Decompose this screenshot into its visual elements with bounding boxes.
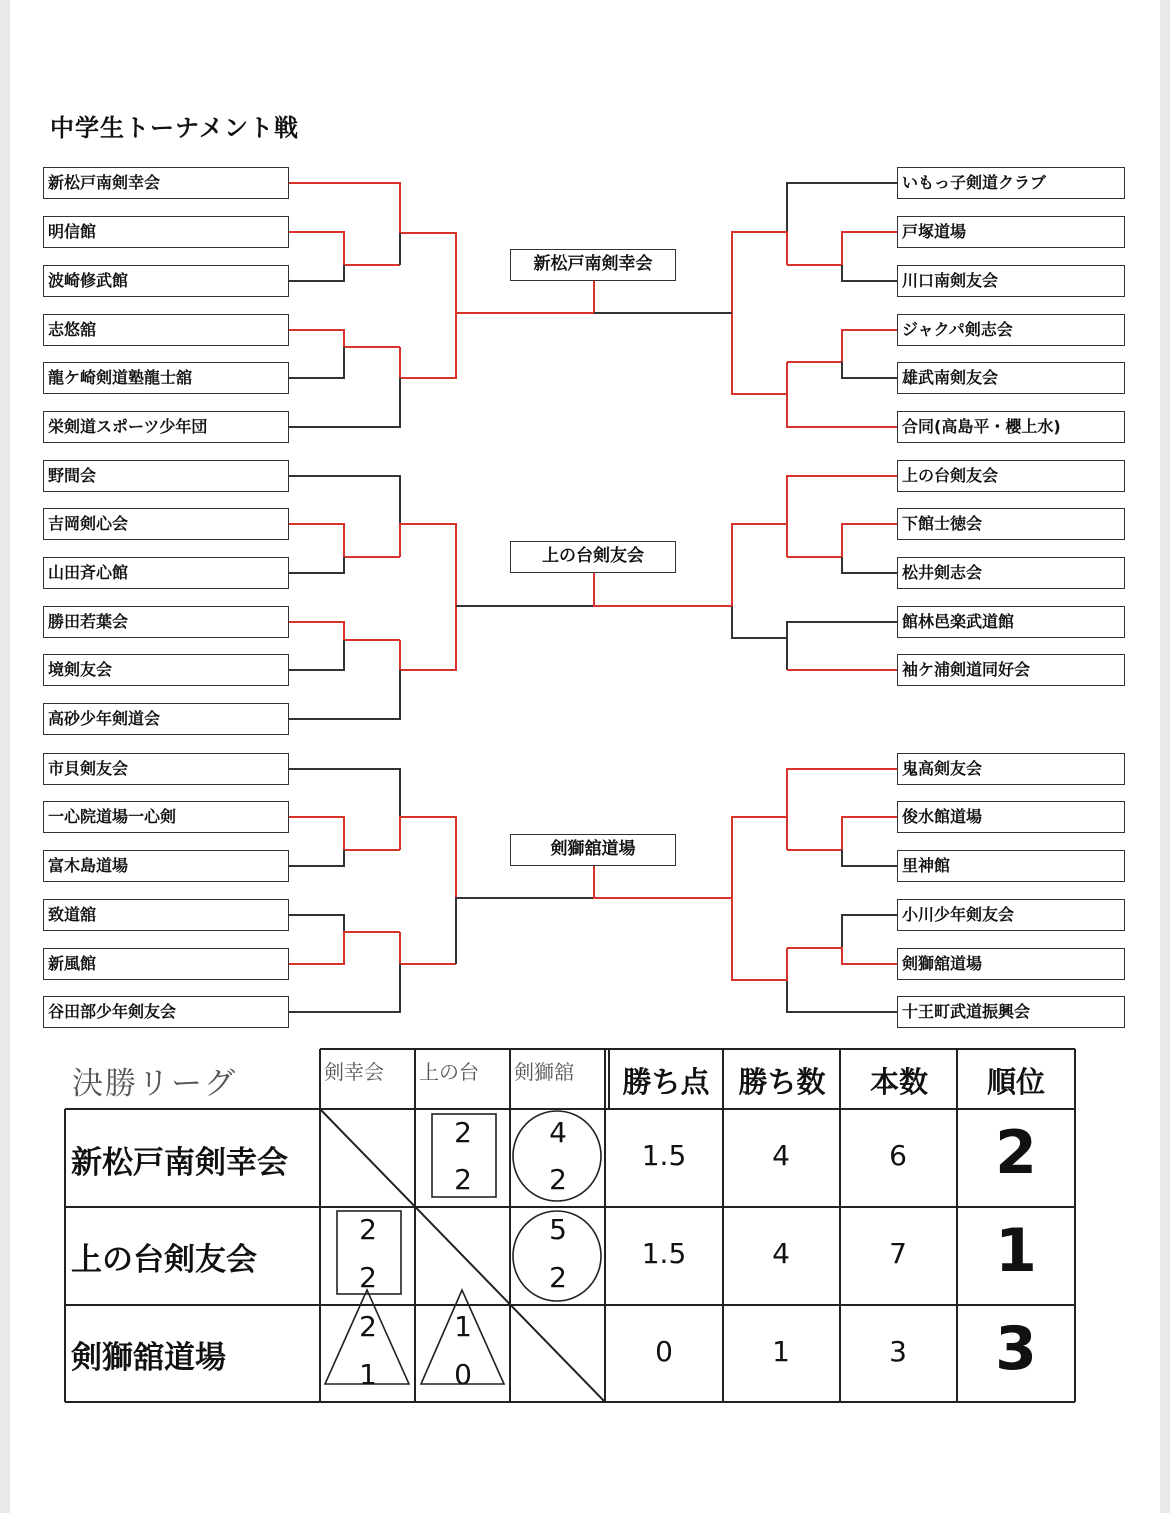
team-box-right: 鬼高剣友会 bbox=[897, 753, 1125, 785]
team-box-right: 松井剣志会 bbox=[897, 557, 1125, 589]
wins-cell: 1 bbox=[772, 1335, 790, 1368]
league-team-name: 上の台剣友会 bbox=[71, 1242, 257, 1278]
team-box-left: 波崎修武館 bbox=[43, 265, 289, 297]
rank-cell: 1 bbox=[995, 1216, 1037, 1286]
team-box-left: 志悠舘 bbox=[43, 314, 289, 346]
match-score-bottom: 2 bbox=[549, 1163, 567, 1196]
team-box-right: 館林邑楽武道館 bbox=[897, 606, 1125, 638]
team-box-left: 新松戸南剣幸会 bbox=[43, 167, 289, 199]
team-box-right: 雄武南剣友会 bbox=[897, 362, 1125, 394]
team-box-right: ジャクパ剣志会 bbox=[897, 314, 1125, 346]
team-box-right: 剣獅舘道場 bbox=[897, 948, 1125, 980]
column-header: 勝ち数 bbox=[738, 1065, 826, 1099]
wins-cell: 4 bbox=[772, 1139, 790, 1172]
column-header: 勝ち点 bbox=[622, 1065, 710, 1099]
block-winner-box: 上の台剣友会 bbox=[510, 541, 676, 573]
team-box-right: 下館士徳会 bbox=[897, 508, 1125, 540]
league-team-name: 新松戸南剣幸会 bbox=[71, 1145, 288, 1181]
team-box-right: 里神館 bbox=[897, 850, 1125, 882]
match-score-top: 2 bbox=[359, 1213, 377, 1246]
team-box-right: 川口南剣友会 bbox=[897, 265, 1125, 297]
column-header: 剣幸会 bbox=[324, 1060, 384, 1084]
league-team-name: 剣獅舘道場 bbox=[71, 1340, 226, 1376]
match-score-bottom: 1 bbox=[359, 1358, 377, 1391]
team-box-right: 戸塚道場 bbox=[897, 216, 1125, 248]
team-box-right: 上の台剣友会 bbox=[897, 460, 1125, 492]
column-header: 順位 bbox=[986, 1065, 1045, 1099]
match-score-bottom: 2 bbox=[454, 1163, 472, 1196]
team-box-left: 富木島道場 bbox=[43, 850, 289, 882]
team-box-left: 龍ケ崎剣道塾龍士舘 bbox=[43, 362, 289, 394]
ippon-cell: 7 bbox=[889, 1237, 907, 1270]
column-header: 剣獅舘 bbox=[514, 1060, 574, 1084]
match-score-bottom: 2 bbox=[359, 1261, 377, 1294]
team-box-left: 高砂少年剣道会 bbox=[43, 703, 289, 735]
team-box-left: 吉岡剣心会 bbox=[43, 508, 289, 540]
match-score-top: 2 bbox=[454, 1116, 472, 1149]
match-score-top: 4 bbox=[549, 1116, 567, 1149]
rank-cell: 2 bbox=[995, 1118, 1037, 1188]
team-box-right: 合同(高島平・櫻上水) bbox=[897, 411, 1125, 443]
league-title: 決勝リーグ bbox=[72, 1066, 237, 1102]
block-winner-box: 新松戸南剣幸会 bbox=[510, 249, 676, 281]
rank-cell: 3 bbox=[995, 1314, 1037, 1384]
team-box-left: 境剣友会 bbox=[43, 654, 289, 686]
ippon-cell: 6 bbox=[889, 1139, 907, 1172]
team-box-left: 市貝剣友会 bbox=[43, 753, 289, 785]
points-cell: 1.5 bbox=[641, 1237, 687, 1270]
team-box-left: 野間会 bbox=[43, 460, 289, 492]
column-header: 上の台 bbox=[419, 1060, 479, 1084]
match-score-bottom: 0 bbox=[454, 1358, 472, 1391]
team-box-right: 袖ケ浦剣道同好会 bbox=[897, 654, 1125, 686]
team-box-right: いもっ子剣道クラブ bbox=[897, 167, 1125, 199]
match-score-top: 2 bbox=[359, 1310, 377, 1343]
ippon-cell: 3 bbox=[889, 1335, 907, 1368]
match-score-bottom: 2 bbox=[549, 1261, 567, 1294]
team-box-left: 勝田若葉会 bbox=[43, 606, 289, 638]
points-cell: 1.5 bbox=[641, 1139, 687, 1172]
team-box-left: 一心院道場一心剣 bbox=[43, 801, 289, 833]
match-score-top: 1 bbox=[454, 1310, 472, 1343]
team-box-right: 小川少年剣友会 bbox=[897, 899, 1125, 931]
team-box-right: 俊水館道場 bbox=[897, 801, 1125, 833]
points-cell: 0 bbox=[655, 1335, 673, 1368]
team-box-left: 致道舘 bbox=[43, 899, 289, 931]
page-title: 中学生トーナメント戦 bbox=[50, 114, 300, 142]
team-box-left: 谷田部少年剣友会 bbox=[43, 996, 289, 1028]
match-score-top: 5 bbox=[549, 1213, 567, 1246]
team-box-left: 栄剣道スポーツ少年団 bbox=[43, 411, 289, 443]
team-box-left: 新風館 bbox=[43, 948, 289, 980]
team-box-right: 十王町武道振興会 bbox=[897, 996, 1125, 1028]
block-winner-box: 剣獅舘道場 bbox=[510, 834, 676, 866]
team-box-left: 山田斉心館 bbox=[43, 557, 289, 589]
column-header: 本数 bbox=[869, 1065, 928, 1099]
wins-cell: 4 bbox=[772, 1237, 790, 1270]
team-box-left: 明信館 bbox=[43, 216, 289, 248]
